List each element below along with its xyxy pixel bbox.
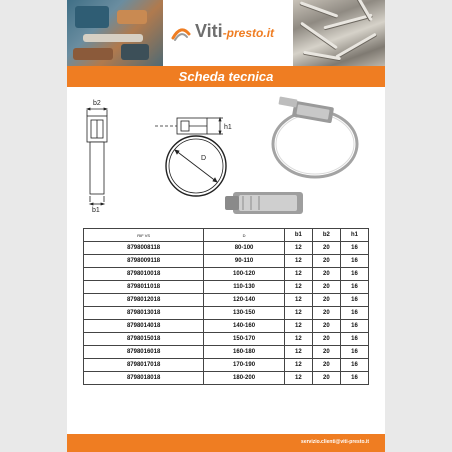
cell-b1: 12 — [284, 320, 312, 333]
cell-h1: 16 — [340, 346, 368, 359]
cell-d: 110-130 — [204, 281, 285, 294]
dimension-label-b1: b1 — [92, 207, 100, 214]
cell-ref: 8798011018 — [84, 281, 204, 294]
front-view-drawing — [155, 118, 226, 196]
header-photo-screws — [293, 0, 385, 66]
table-row — [84, 268, 369, 281]
cell-ref: 8798016018 — [84, 346, 204, 359]
table-row — [84, 255, 369, 268]
cell-h1: 16 — [340, 320, 368, 333]
cell-b2: 20 — [312, 268, 340, 281]
table-row — [84, 307, 369, 320]
cell-b2: 20 — [312, 372, 340, 385]
col-header-h1: h1 — [340, 229, 368, 242]
cell-b1: 12 — [284, 372, 312, 385]
table-row — [84, 333, 369, 346]
dimension-label-d: D — [201, 155, 207, 162]
table-row — [84, 359, 369, 372]
cell-ref: 8798008118 — [84, 242, 204, 255]
swoosh-logo-icon — [171, 22, 191, 42]
footer-bar — [67, 434, 385, 452]
cell-ref: 8798012018 — [84, 294, 204, 307]
brand-logo[interactable] — [171, 20, 289, 46]
dimension-label-h1: h1 — [224, 124, 232, 131]
cell-ref: 8798018018 — [84, 372, 204, 385]
cell-ref: 8798010018 — [84, 268, 204, 281]
cell-d: 100-120 — [204, 268, 285, 281]
cell-b2: 20 — [312, 281, 340, 294]
table-row — [84, 281, 369, 294]
cell-h1: 16 — [340, 268, 368, 281]
dimension-label-b2: b2 — [93, 100, 101, 107]
cell-b2: 20 — [312, 320, 340, 333]
cell-b1: 12 — [284, 242, 312, 255]
customer-service-email[interactable]: servizio.clienti@viti-presto.it — [301, 439, 369, 445]
cell-h1: 16 — [340, 372, 368, 385]
side-view-drawing — [87, 108, 107, 205]
header — [67, 0, 385, 66]
cell-h1: 16 — [340, 333, 368, 346]
cell-ref: 8798009118 — [84, 255, 204, 268]
cell-b1: 12 — [284, 346, 312, 359]
col-header-d: D — [204, 229, 285, 242]
cell-b2: 20 — [312, 333, 340, 346]
cell-b1: 12 — [284, 307, 312, 320]
cell-h1: 16 — [340, 294, 368, 307]
cell-b2: 20 — [312, 242, 340, 255]
cell-d: 120-140 — [204, 294, 285, 307]
table-row — [84, 372, 369, 385]
cell-ref: 8798017018 — [84, 359, 204, 372]
cell-h1: 16 — [340, 307, 368, 320]
cell-b2: 20 — [312, 307, 340, 320]
cell-b1: 12 — [284, 294, 312, 307]
table-row — [84, 242, 369, 255]
section-title-banner: Scheda tecnica — [67, 66, 385, 87]
col-header-b1: b1 — [284, 229, 312, 242]
cell-b1: 12 — [284, 333, 312, 346]
table-row — [84, 346, 369, 359]
cell-d: 80-100 — [204, 242, 285, 255]
cell-h1: 16 — [340, 242, 368, 255]
cell-b1: 12 — [284, 359, 312, 372]
cell-b1: 12 — [284, 268, 312, 281]
cell-h1: 16 — [340, 359, 368, 372]
table-row — [84, 320, 369, 333]
col-header-ref: RIF VS — [84, 229, 204, 242]
cell-h1: 16 — [340, 255, 368, 268]
cell-b1: 12 — [284, 255, 312, 268]
cell-ref: 8798014018 — [84, 320, 204, 333]
table-row — [84, 294, 369, 307]
brand-domain: -presto.it — [222, 26, 275, 40]
brand-name: Viti-presto.it — [195, 21, 275, 41]
cell-ref: 8798015018 — [84, 333, 204, 346]
cell-b2: 20 — [312, 255, 340, 268]
cell-d: 130-150 — [204, 307, 285, 320]
cell-d: 180-200 — [204, 372, 285, 385]
cell-d: 90-110 — [204, 255, 285, 268]
screw-housing-photo — [225, 192, 303, 214]
cell-d: 170-190 — [204, 359, 285, 372]
cell-d: 140-160 — [204, 320, 285, 333]
spec-table — [83, 228, 369, 385]
hose-clamp-photo — [273, 96, 357, 177]
cell-d: 150-170 — [204, 333, 285, 346]
header-photo-tools — [67, 0, 163, 66]
col-header-b2: b2 — [312, 229, 340, 242]
cell-h1: 16 — [340, 281, 368, 294]
cell-d: 160-180 — [204, 346, 285, 359]
cell-b2: 20 — [312, 294, 340, 307]
cell-ref: 8798013018 — [84, 307, 204, 320]
cell-b1: 12 — [284, 281, 312, 294]
datasheet-page — [67, 0, 385, 452]
cell-b2: 20 — [312, 346, 340, 359]
technical-drawings — [67, 88, 385, 220]
spec-table-header-row — [84, 229, 369, 242]
cell-b2: 20 — [312, 359, 340, 372]
